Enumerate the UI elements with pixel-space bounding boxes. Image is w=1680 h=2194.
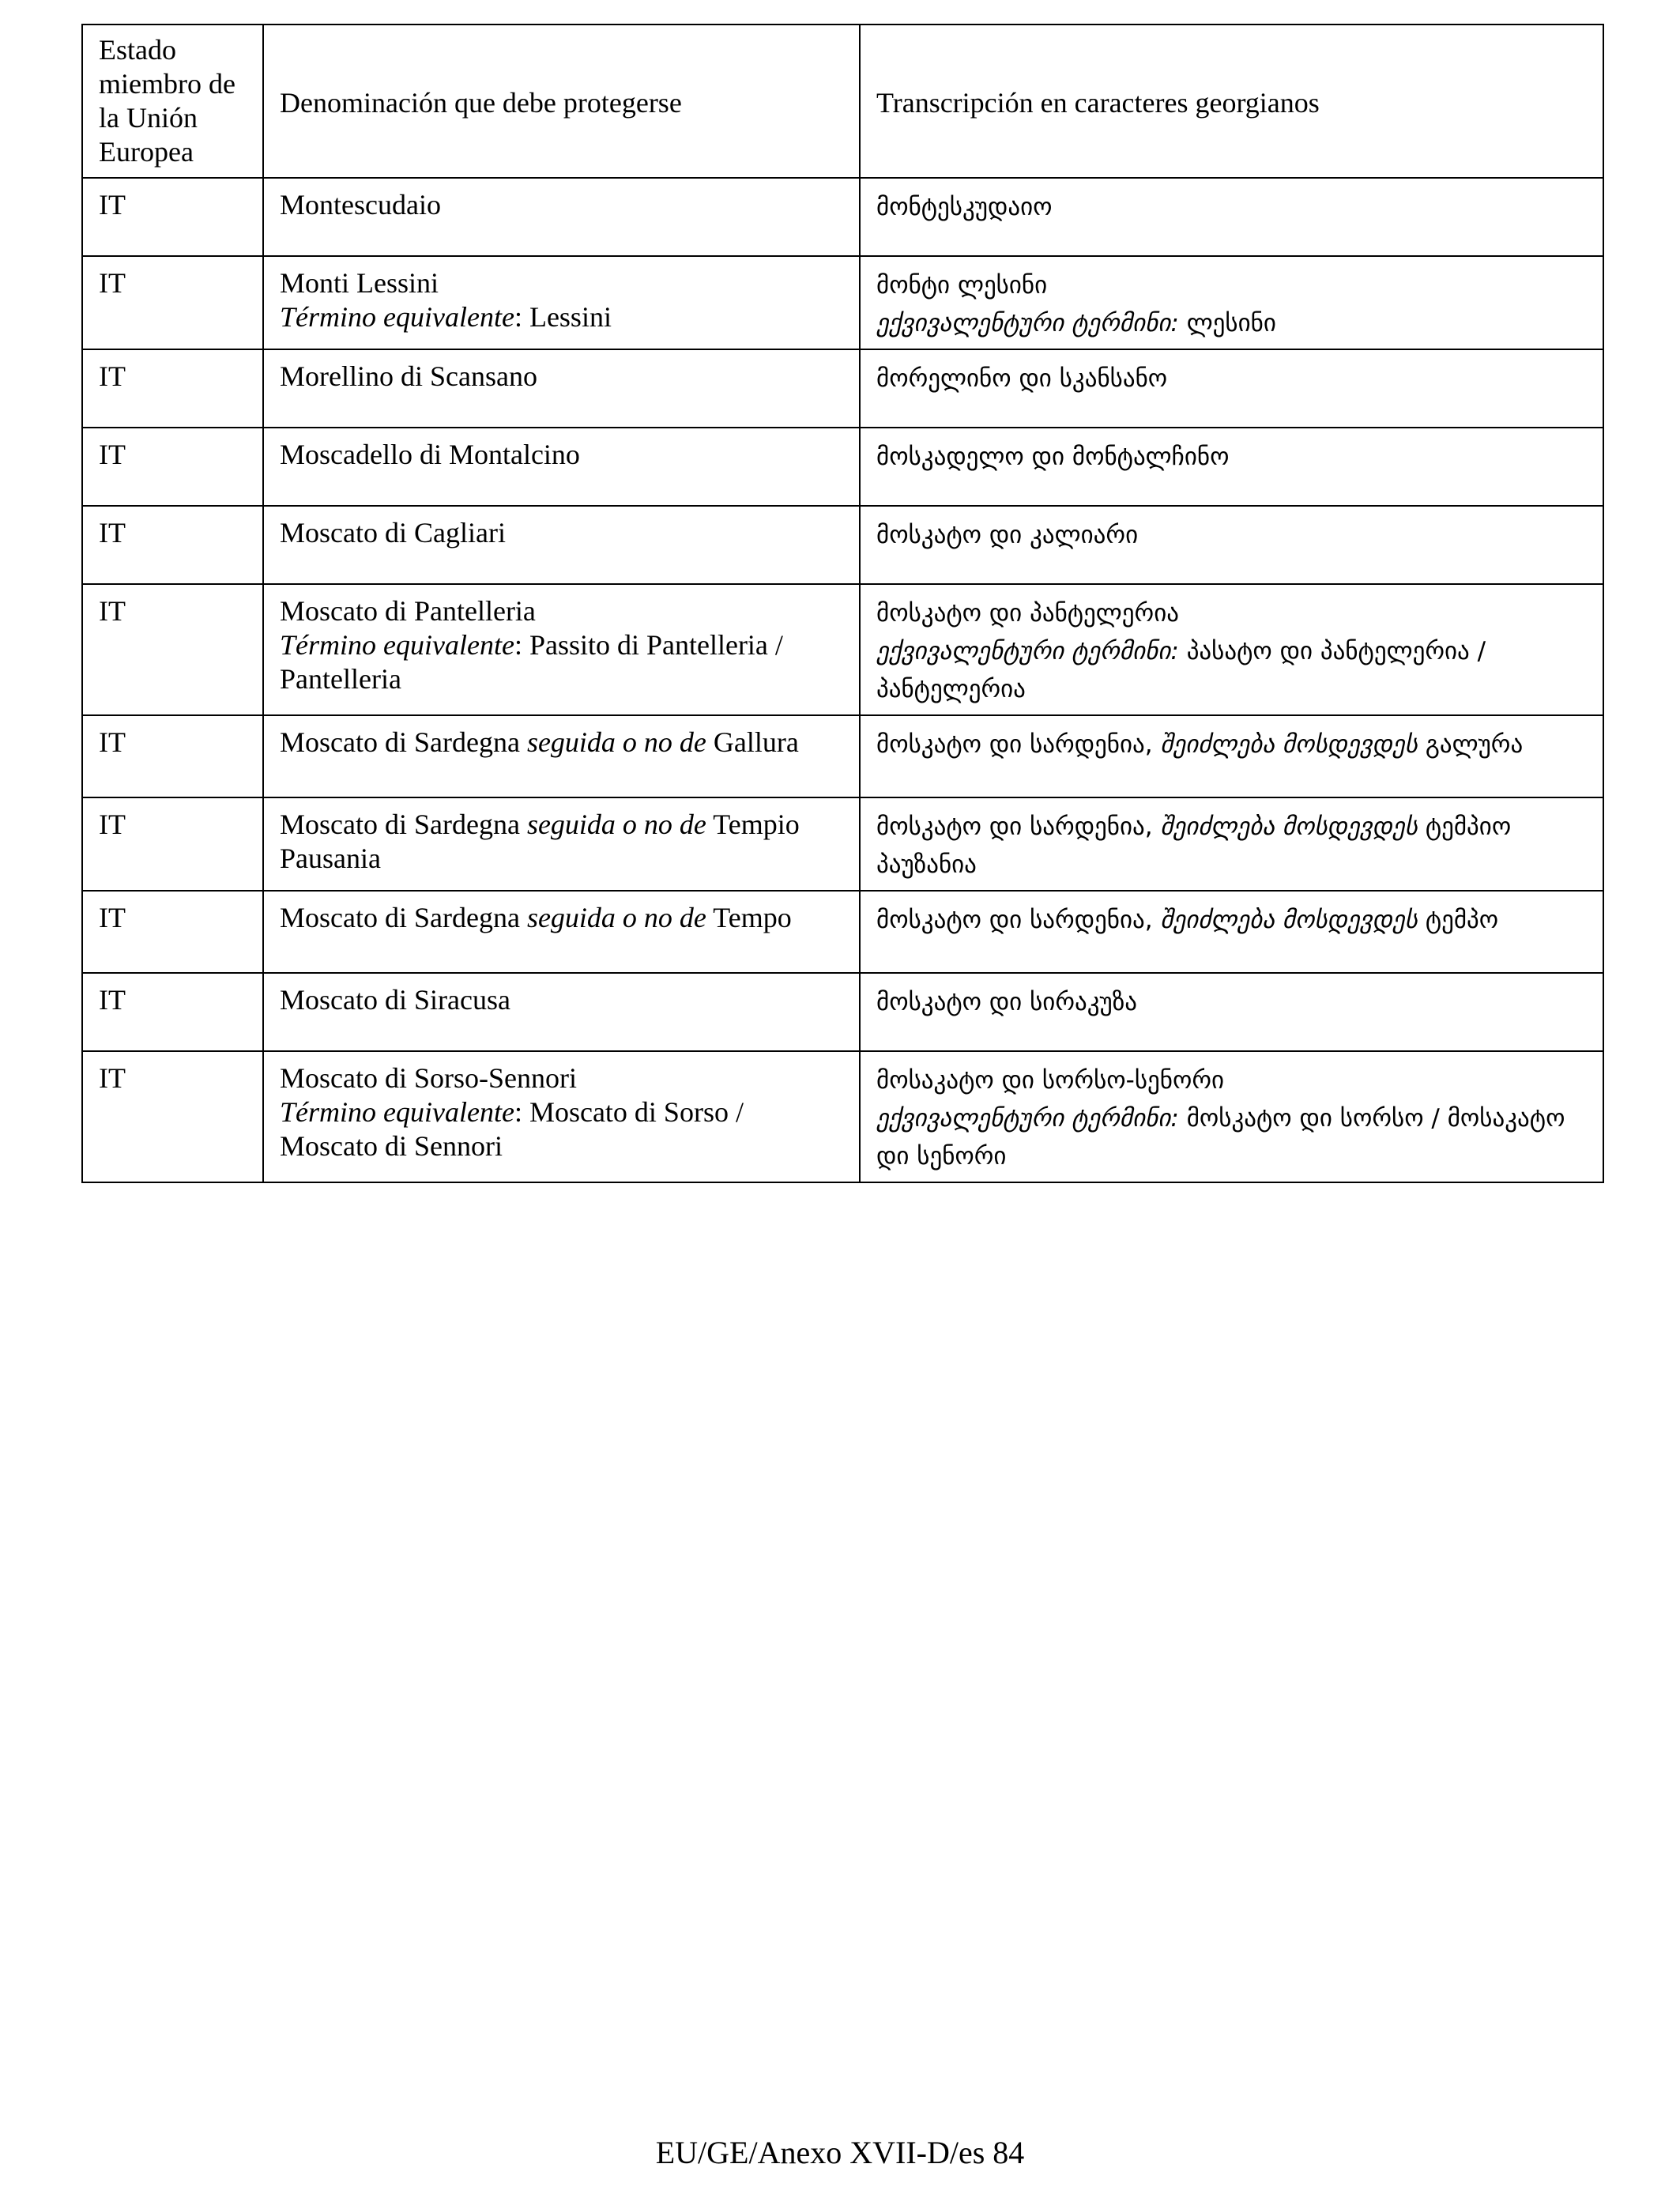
denomination-cell: Moscadello di Montalcino — [263, 428, 860, 506]
equivalent-term-label: Término equivalente — [280, 301, 514, 333]
member-state-cell: IT — [82, 584, 263, 715]
header-transcription: Transcripción en caracteres georgianos — [860, 25, 1603, 178]
equivalent-term-line: Término equivalente: Passito di Pantelleria / Pantelleria — [280, 629, 783, 695]
transcription-equivalent-label: ექვივალენტური ტერმინი: — [876, 1104, 1179, 1133]
member-state-cell: IT — [82, 973, 263, 1051]
denomination-name: Moscato di Sardegna — [280, 902, 520, 933]
geographical-indications-table — [81, 24, 1604, 1183]
member-state-cell: IT — [82, 178, 263, 256]
denomination-cell — [263, 1051, 860, 1182]
member-state-cell: IT — [82, 797, 263, 891]
equivalent-term-value: Moscato di Sorso / Moscato di Sennori — [280, 1096, 744, 1162]
transcription-equivalent-line — [876, 1099, 1587, 1175]
member-state-cell: IT — [82, 506, 263, 584]
member-state-cell: IT — [82, 256, 263, 349]
transcription-equivalent-label: ექვივალენტური ტერმინი: — [876, 637, 1179, 665]
transcription-suffix: ტემპიო პაუზანია — [876, 812, 1512, 879]
table-header-row — [82, 25, 1603, 178]
denomination-suffix: Tempo — [713, 902, 792, 933]
transcription-text: მოსკატო დი სარდენია, — [876, 906, 1153, 934]
transcription-equivalent-value: ლესინი — [1186, 309, 1276, 337]
transcription-equivalent-value: პასატო დი პანტელერია / პანტელერია — [876, 637, 1486, 703]
transcription-text: მოსკატო დი სარდენია, — [876, 812, 1153, 841]
transcription-cell — [860, 428, 1603, 506]
equivalent-term-label: Término equivalente — [280, 1096, 514, 1128]
denomination-qualifier: seguida o no de — [526, 809, 706, 840]
transcription-qualifier: შეიძლება მოსდევდეს — [1160, 812, 1418, 841]
denomination-suffix: Gallura — [713, 726, 799, 758]
table-row — [82, 584, 1603, 715]
table-row — [82, 256, 1603, 349]
transcription-text: მოსკადელო დი მონტალჩინო — [876, 443, 1230, 471]
transcription-text: მოსაკატო დი სორსო-სენორი — [876, 1066, 1225, 1095]
denomination-cell: Montescudaio — [263, 178, 860, 256]
transcription-cell — [860, 256, 1603, 349]
transcription-cell — [860, 973, 1603, 1051]
denomination-name: Moscato di Pantelleria — [280, 595, 536, 627]
member-state-cell: IT — [82, 1051, 263, 1182]
table-row — [82, 797, 1603, 891]
transcription-cell — [860, 1051, 1603, 1182]
transcription-suffix: ტემპო — [1425, 906, 1499, 934]
denomination-name: Moscato di Sardegna — [280, 726, 520, 758]
denomination-cell: Morellino di Scansano — [263, 349, 860, 428]
transcription-text: მონტესკუდაიო — [876, 193, 1053, 221]
header-denomination: Denominación que debe protegerse — [263, 25, 860, 178]
table-row — [82, 178, 1603, 256]
denomination-qualifier: seguida o no de — [526, 726, 706, 758]
transcription-cell — [860, 178, 1603, 256]
member-state-cell: IT — [82, 349, 263, 428]
member-state-cell: IT — [82, 428, 263, 506]
header-member-state: Estado miembro de la Unión Europea — [82, 25, 263, 178]
transcription-cell — [860, 584, 1603, 715]
denomination-qualifier: seguida o no de — [526, 902, 706, 933]
transcription-text: მონტი ლესინი — [876, 271, 1048, 300]
page-footer-reference: EU/GE/Anexo XVII-D/es 84 — [655, 2135, 1025, 2170]
transcription-cell — [860, 715, 1603, 797]
denomination-cell — [263, 584, 860, 715]
transcription-text: მოსკატო დი პანტელერია — [876, 599, 1179, 628]
denomination-name: Moscato di Sardegna — [280, 809, 520, 840]
equivalent-term-line: Término equivalente: Lessini — [280, 301, 612, 333]
denomination-name: Moscato di Sorso-Sennori — [280, 1062, 577, 1094]
denomination-cell: Moscato di Siracusa — [263, 973, 860, 1051]
denomination-cell — [263, 797, 860, 891]
equivalent-term-value: Lessini — [529, 301, 612, 333]
table-row — [82, 1051, 1603, 1182]
member-state-cell: IT — [82, 715, 263, 797]
transcription-cell — [860, 506, 1603, 584]
denomination-name: Monti Lessini — [280, 267, 439, 299]
denomination-suffix: Tempio Pausania — [280, 809, 800, 874]
table-row — [82, 891, 1603, 973]
table-row — [82, 715, 1603, 797]
transcription-text: მორელინო დი სკანსანო — [876, 364, 1168, 393]
transcription-equivalent-line — [876, 304, 1587, 342]
equivalent-term-line: Término equivalente: Moscato di Sorso / Moscato di Sennori — [280, 1096, 744, 1162]
equivalent-term-value: Passito di Pantelleria / Pantelleria — [280, 629, 783, 695]
transcription-suffix: გალურა — [1425, 730, 1524, 759]
equivalent-term-label: Término equivalente — [280, 629, 514, 661]
transcription-cell — [860, 797, 1603, 891]
transcription-equivalent-value: მოსკატო დი სორსო / მოსაკატო დი სენორი — [876, 1104, 1565, 1171]
transcription-cell — [860, 349, 1603, 428]
transcription-qualifier: შეიძლება მოსდევდეს — [1160, 906, 1418, 934]
table-row — [82, 506, 1603, 584]
transcription-text: მოსკატო დი კალიარი — [876, 521, 1139, 549]
denomination-cell: Moscato di Cagliari — [263, 506, 860, 584]
table-row — [82, 349, 1603, 428]
transcription-text: მოსკატო დი სირაკუზა — [876, 988, 1138, 1016]
transcription-qualifier: შეიძლება მოსდევდეს — [1160, 730, 1418, 759]
transcription-equivalent-label: ექვივალენტური ტერმინი: — [876, 309, 1179, 337]
table-row — [82, 428, 1603, 506]
denomination-cell — [263, 256, 860, 349]
table-row — [82, 973, 1603, 1051]
denomination-cell — [263, 891, 860, 973]
denomination-cell — [263, 715, 860, 797]
member-state-cell: IT — [82, 891, 263, 973]
transcription-text: მოსკატო დი სარდენია, — [876, 730, 1153, 759]
transcription-equivalent-line — [876, 632, 1587, 708]
transcription-cell — [860, 891, 1603, 973]
